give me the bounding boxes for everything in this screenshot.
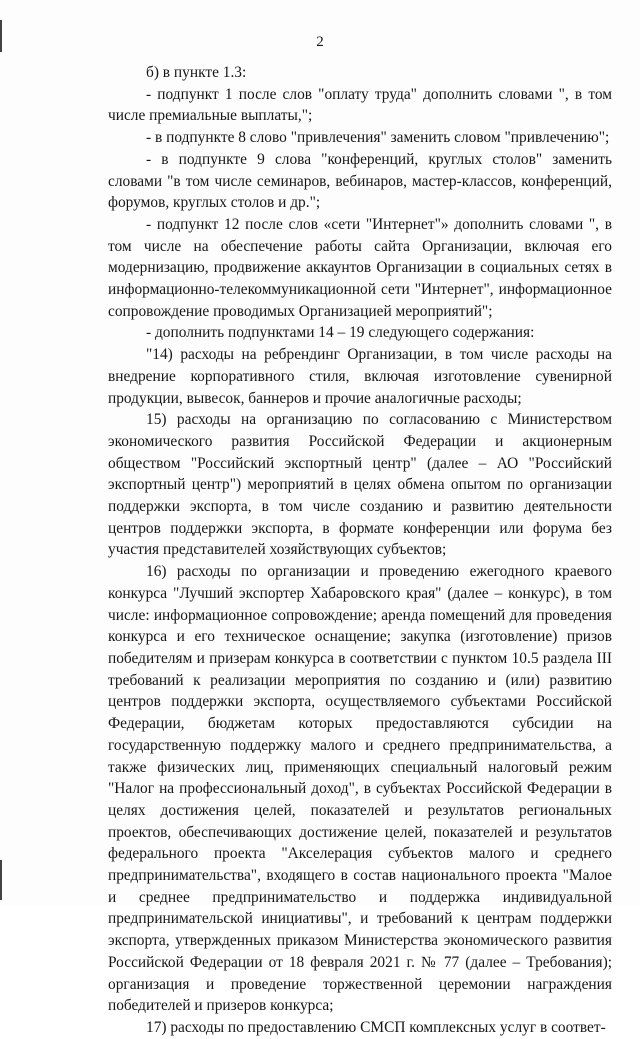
paragraph: - подпункт 1 после слов "оплату труда" дополнить словами ", в том числе премиальные выплаты,"; (108, 85, 612, 125)
paragraph: 15) расходы на организацию по согласованию с Министерством экономического развития Российской Федерации и акционерным обществом "Российский экспортный центр" (далее – АО "Российский экспортный центр") мероприятий в целях обмена опытом по организации поддержки экспорта, в том числе созданию и развитию деятельности центров поддержки экспорта, в формате конференции или форума без участия представителей хозяйствующих субъектов; (108, 411, 612, 559)
left-edge-mark (0, 860, 2, 900)
paragraph: "14) расходы на ребрендинг Организации, в том числе расходы на внедрение корпоративного стиля, включая изготовление сувенирной продукции, вывесок, баннеров и прочие аналогичные расходы; (108, 346, 612, 407)
page-number: 2 (316, 34, 324, 50)
paragraph: 16) расходы по организации и проведению ежегодного краевого конкурса "Лучший экспортер Хабаровского края" (далее – конкурс), в том числе: информационное сопровождение; аренда помещений для проведения конкурса и его техническое оснащение; закупка (изготовление) призов победителям и призерам конкурса в соответствии с пунктом 10.5 раздела III требований к реализации мероприятия по созданию и (или) развитию центров поддержки экспорта, осуществляемого субъектами Российской Федерации, бюджетам которых предоставляются субсидии на государственную поддержку малого и среднего предпринимательства, а также физических лиц, применяющих специальный налоговый режим "Налог на профессиональный доход", в субъектах Российской Федерации в целях достижения целей, показателей и результатов региональных проектов, обеспечивающих достижение целей, показателей и результатов федерального проекта "Акселерация субъектов малого и среднего предпринимательства", входящего в состав национального проекта "Малое и среднее предпринимательство и поддержка индивидуальной предпринимательской инициативы", и требований к центрам поддержки экспорта, утвержденных приказом Министерства экономического развития Российской Федерации от 18 февраля 2021 г. № 77 (далее – Требования); организация и проведение торжественной церемонии награждения победителей и призеров конкурса; (108, 563, 612, 1015)
paragraph: 17) расходы по предоставлению СМСП комплексных услуг в соответ- (146, 1018, 606, 1036)
paragraph: б) в пункте 1.3: (146, 64, 247, 81)
paragraph: - в подпункте 8 слово "привлечения" заменить словом "привлечению"; (146, 129, 610, 147)
body-text (108, 62, 612, 1039)
paragraph: - дополнить подпунктами 14 – 19 следующего содержания: (146, 324, 535, 342)
paragraph: - в подпункте 9 слова "конференций, круглых столов" заменить словами "в том числе семинаров, вебинаров, мастер-классов, конференций, форумов, круглых столов и др."; (108, 150, 612, 212)
paragraph: - подпункт 12 после слов «сети "Интернет"» дополнить словами ", в том числе на обеспечение работы сайта Организации, включая его модернизацию, продвижение аккаунтов Организации в социальных сетях в информационно-телекоммуникационной сети "Интернет", информационное сопровождение проводимых Организацией мероприятий"; (108, 215, 612, 320)
